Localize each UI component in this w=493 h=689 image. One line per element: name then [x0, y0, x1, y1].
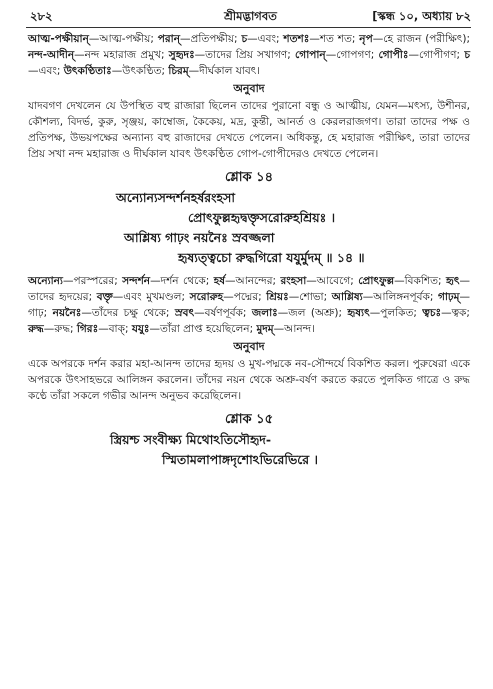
- synonym-word: গোপান্: [295, 49, 326, 61]
- synonym-word: অন্যোন্য: [28, 275, 63, 287]
- synonym-word: শতশঃ: [283, 33, 310, 45]
- chapter-reference: [স্কন্ধ ১০, অধ্যায় ৮২: [372, 9, 471, 23]
- synonym-word: শ্রিয়ঃ: [266, 291, 289, 303]
- synonym-meaning: উৎকণ্ঠিত: [122, 65, 162, 77]
- synonym-word: যযুঃ: [131, 323, 150, 335]
- synonym-word: রুদ্ধ: [28, 323, 44, 335]
- synonym-word: সুহৃদঃ: [168, 49, 195, 61]
- synonym-word: পরান্: [157, 33, 180, 45]
- page-number: ২৮২: [30, 9, 53, 23]
- synonym-meaning: পদ্মের: [233, 291, 259, 303]
- page-header: [30, 8, 471, 26]
- verse-15-line-2: স্মিতামলাপাঙ্গদৃশোঽভিরেভিরে ।: [162, 452, 318, 467]
- synonyms-block-14: অন্যোন্য—পরস্পরের; সন্দর্শন—দর্শন থেকে; হর্ষ—আনন্দের; রংহসা—আবেগে; প্রোৎফুল্ল—বিকশিত; হৃৎ—তাদের হৃদয়ের; বক্তৃ—এবং মুখমণ্ডল; সরোরুহ—পদ্মের; শ্রিয়ঃ—শোভা; আশ্লিষ্য—আলিঙ্গনপূর্বক; গাঢ়ম্—গাঢ়; নয়নৈঃ—তাঁদের চক্ষু থেকে; স্রবৎ—বর্ষণপূর্বক; জলাঃ—জল (অশ্রু); হৃষ্যৎ—পুলকিত; ত্বচঃ—ত্বক; রুদ্ধ—রুদ্ধ; গিরঃ—বাক্; যযুঃ—তাঁরা প্রাপ্ত হয়েছিলেন; মুদম্—আনন্দ।: [28, 275, 470, 335]
- synonym-meaning: আলিঙ্গনপূর্বক: [373, 291, 430, 303]
- synonym-meaning: শত শত: [319, 33, 352, 45]
- synonym-word: আশ্লিষ্য: [331, 291, 363, 303]
- synonym-meaning: তাঁদের চক্ষু থেকে: [91, 307, 166, 319]
- synonym-word: গোপীঃ: [378, 49, 409, 61]
- synonym-meaning: পরস্পরের: [73, 275, 115, 287]
- verse-15-title: শ্লোক ১৫: [224, 412, 274, 427]
- synonym-meaning: রুদ্ধ: [54, 323, 71, 335]
- synonym-meaning: ত্বক: [451, 307, 467, 319]
- translation-heading-13: অনুবাদ: [233, 82, 265, 95]
- synonym-meaning: প্রতিপক্ষীয়: [190, 33, 235, 45]
- verse-14-line-2: প্রোৎফুল্লহৃদ্বক্তৃসরোরুহশ্রিয়ঃ ।: [188, 210, 336, 225]
- synonym-meaning: গোপগণ: [336, 49, 371, 61]
- synonym-word: নৃপ: [359, 33, 373, 45]
- synonym-word: হৃষ্যৎ: [347, 307, 370, 319]
- synonym-word: হৃৎ: [445, 275, 460, 287]
- synonym-meaning: গাঢ়: [28, 307, 44, 319]
- synonym-word: আত্ম-পক্ষীয়ান্: [28, 33, 89, 45]
- synonym-word: গিরঃ: [76, 323, 99, 335]
- verse-14-line-4: হৃষ্যত্ত্বচো রুদ্ধগিরো যযুর্মুদম্ ॥ ১৪ ॥: [178, 250, 365, 265]
- synonym-word: মুদম্: [256, 323, 274, 335]
- synonym-meaning: হে রাজন (পরীক্ষিৎ): [383, 33, 467, 45]
- synonym-meaning: নন্দ মহারাজ প্রমুখ: [84, 49, 161, 61]
- verse-14-line-1: অন্যোন্যসন্দর্শনহর্ষরংহসা: [116, 190, 235, 205]
- synonym-meaning: তাদের প্রিয় সখাগণ: [205, 49, 288, 61]
- verse-15-line-1: স্ত্রিয়শ্চ সংবীক্ষ্য মিথোঽতিসৌহৃদ-: [110, 432, 272, 447]
- synonym-meaning: তাদের হৃদয়ের: [28, 291, 89, 303]
- synonym-meaning: এবং মুখমণ্ডল: [123, 291, 182, 303]
- synonym-meaning: এবং: [257, 33, 276, 45]
- synonym-word: গাঢ়ম্: [437, 291, 460, 303]
- synonym-meaning: আত্ম-পক্ষীয়: [99, 33, 151, 45]
- synonym-meaning: বিকশিত: [404, 275, 438, 287]
- synonym-word: প্রোৎফুল্ল: [358, 275, 395, 287]
- synonym-word: জলাঃ: [251, 307, 278, 319]
- synonym-word: নয়নৈঃ: [52, 307, 82, 319]
- verse-14-title: শ্লোক ১৪: [224, 170, 274, 185]
- synonym-meaning: তাঁরা প্রাপ্ত হয়েছিলেন: [160, 323, 250, 335]
- synonym-meaning: আনন্দ।: [284, 323, 315, 335]
- synonym-word: উৎকণ্ঠিতাঃ: [63, 65, 112, 77]
- synonym-meaning: জল (অশ্রু): [288, 307, 339, 319]
- synonym-word: সন্দর্শন: [122, 275, 151, 287]
- translation-heading-14: অনুবাদ: [233, 340, 265, 353]
- synonym-meaning: শোভা: [299, 291, 324, 303]
- synonym-word: হর্ষ: [213, 275, 226, 287]
- synonym-meaning: দীর্ঘকাল যাবৎ।: [199, 65, 261, 77]
- synonym-meaning: গোপীগণ: [418, 49, 457, 61]
- translation-14: একে অপরকে দর্শন করার মহা-আনন্দ তাদের হৃদয় ও মুখ-পদ্মকে নব-সৌন্দর্যে বিকশিত করল। পুরুষেরা একে অপরকে উৎসাহভরে আলিঙ্গন করলেন। তাঁদের নয়ন থেকে অশ্রু-বর্ষণ করতে করতে পুলকিত গাত্রে ও রুদ্ধ কণ্ঠে তাঁরা সকলে গভীর আনন্দ অনুভব করেছিলেন।: [28, 358, 470, 402]
- synonym-word: নন্দ-আদীন্: [28, 49, 75, 61]
- synonym-word: চ: [464, 49, 470, 61]
- synonym-word: বক্তৃ: [96, 291, 113, 303]
- synonym-meaning: বর্ষণপূর্বক: [204, 307, 243, 319]
- translation-13: যাদবগণ দেখলেন যে উপস্থিত বহু রাজারা ছিলেন তাদের পুরানো বন্ধু ও আত্মীয়, যেমন—মৎস্য, উশীনর, কৌশল্য, বিদর্ভ, কুরু, সৃঞ্জয়, কাম্বোজ, কৈকেয়, মদ্র, কুন্তী, আনর্ত ও কেরলরাজগণ। তারা তাদের পক্ষ ও প্রতিপক্ষ, উভয়পক্ষের অন্যান্য বহু রাজাদের দেখতে পেলেন। অধিকন্তু, হে মহারাজ পরীক্ষিৎ, তারা তাদের প্রিয় সখা নন্দ মহারাজ ও দীর্ঘকাল যাবৎ উৎকণ্ঠিত গোপ-গোপীদেরও দেখতে পেলেন।: [28, 100, 470, 160]
- synonym-meaning: আনন্দের: [235, 275, 273, 287]
- synonym-word: চিরম্: [168, 65, 189, 77]
- synonym-word: চ: [241, 33, 248, 45]
- synonym-word: সরোরুহ: [189, 291, 224, 303]
- synonyms-block-13: আত্ম-পক্ষীয়ান্—আত্ম-পক্ষীয়; পরান্—প্রতিপক্ষীয়; চ—এবং; শতশঃ—শত শত; নৃপ—হে রাজন (পরীক্ষিৎ); নন্দ-আদীন্—নন্দ মহারাজ প্রমুখ; সুহৃদঃ—তাদের প্রিয় সখাগণ; গোপান্—গোপগণ; গোপীঃ—গোপীগণ; চ—এবং; উৎকণ্ঠিতাঃ—উৎকণ্ঠিত; চিরম্—দীর্ঘকাল যাবৎ।: [28, 33, 470, 77]
- synonym-meaning: বাক্: [108, 323, 125, 335]
- synonym-word: স্রবৎ: [174, 307, 195, 319]
- header-rule: [26, 27, 471, 28]
- synonym-meaning: এবং: [38, 65, 57, 77]
- synonym-meaning: পুলকিত: [380, 307, 414, 319]
- book-title: শ্রীমদ্ভাগবত: [224, 9, 277, 23]
- verse-14-line-3: আশ্লিষ্য গাঢ়ং নয়নৈঃ স্রবজ্জলা: [124, 230, 275, 245]
- synonym-word: রংহসা: [280, 275, 307, 287]
- synonym-word: ত্বচঃ: [422, 307, 442, 319]
- synonym-meaning: আবেগে: [316, 275, 351, 287]
- synonym-meaning: দর্শন থেকে: [160, 275, 206, 287]
- page-content: [28, 31, 470, 470]
